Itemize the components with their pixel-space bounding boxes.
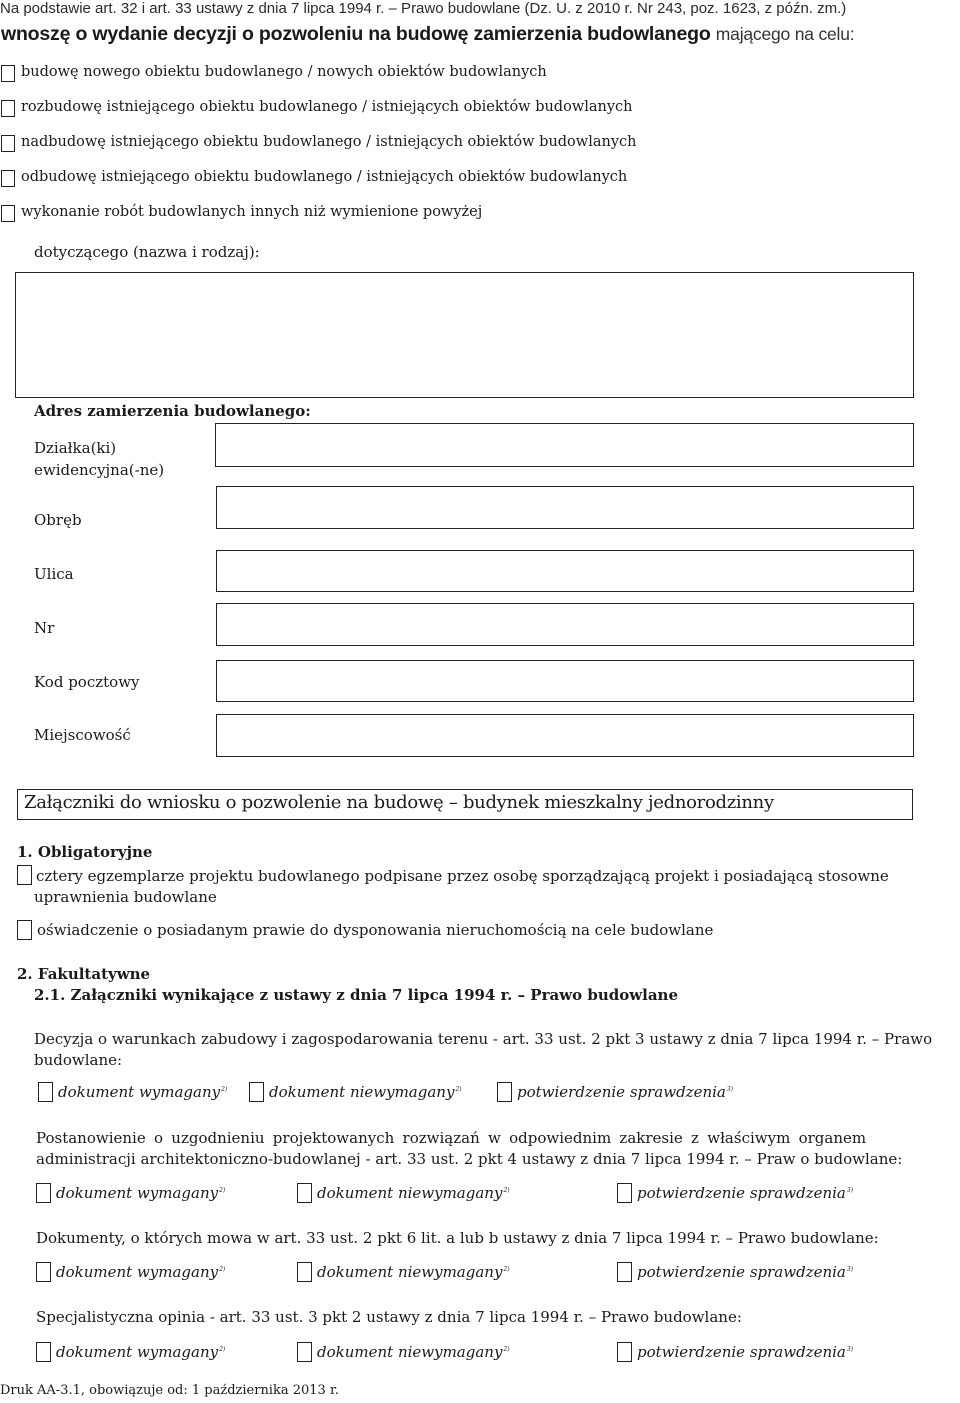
purpose-reconstruction-label: odbudowę istniejącego obiektu budowlanego / istniejących obiektów budowlanych: [21, 169, 628, 185]
parcel-label: [34, 437, 164, 481]
item3-not-required-footnote: 2): [503, 1266, 510, 1273]
item3-required-footnote: 2): [219, 1266, 226, 1273]
number-input[interactable]: [216, 603, 914, 646]
item1-not-required-text: dokument niewymagany: [269, 1083, 455, 1101]
item-development-conditions-line1: Decyzja o warunkach zabudowy i zagospodarowania terenu - art. 33 ust. 2 pkt 3 ustawy z dnia 7 lipca 1994 r. – Prawo: [34, 1030, 933, 1048]
concerning-label: dotyczącego (nazwa i rodzaj):: [34, 243, 260, 261]
item3-required-text: dokument wymagany: [56, 1263, 219, 1281]
item1-not-required-checkbox[interactable]: [249, 1082, 264, 1102]
purpose-extension-checkbox[interactable]: [1, 100, 15, 117]
request-heading-tail: mającego na celu:: [715, 24, 855, 44]
item3-verification-checkbox[interactable]: [617, 1262, 632, 1282]
form-code-footer: Druk AA-3.1, obowiązuje od: 1 października 2013 r.: [0, 1383, 339, 1398]
item2-required-label: [56, 1184, 225, 1202]
item1-verification-text: potwierdzenie sprawdzenia: [517, 1083, 726, 1101]
item2-required-footnote: 2): [219, 1187, 226, 1194]
city-label: Miejscowość: [34, 726, 131, 744]
mandatory-project-line1: cztery egzemplarze projektu budowlanego podpisane przez osobę sporządzającą projekt i posiadającą stosowne: [36, 867, 889, 885]
street-input[interactable]: [216, 550, 914, 592]
item4-verification-footnote: 3): [846, 1346, 854, 1353]
item4-required-text: dokument wymagany: [56, 1343, 219, 1361]
purpose-superstructure-checkbox[interactable]: [1, 135, 15, 152]
item3-required-checkbox[interactable]: [36, 1262, 51, 1282]
number-label: Nr: [34, 619, 55, 637]
item4-required-footnote: 2): [219, 1346, 226, 1353]
item2-not-required-text: dokument niewymagany: [317, 1184, 503, 1202]
item3-not-required-checkbox[interactable]: [297, 1262, 312, 1282]
optional-heading: 2. Fakultatywne: [17, 965, 151, 983]
mandatory-property-right-label: oświadczenie o posiadanym prawie do dysponowania nieruchomością na cele budowlane: [37, 921, 714, 939]
optional-subheading: 2.1. Załączniki wynikające z ustawy z dnia 7 lipca 1994 r. – Prawo budowlane: [34, 986, 679, 1004]
item-design-agreement-text: [36, 1128, 902, 1170]
request-heading-bold: wnoszę o wydanie decyzji o pozwoleniu na budowę zamierzenia budowlanego: [1, 23, 711, 45]
item2-not-required-footnote: 2): [503, 1187, 510, 1194]
item4-required-label: [56, 1343, 225, 1361]
mandatory-project-checkbox[interactable]: [17, 865, 32, 885]
item1-verification-checkbox[interactable]: [497, 1082, 512, 1102]
precinct-label: Obręb: [34, 511, 82, 529]
attachments-title: Załączniki do wniosku o pozwolenie na budowę – budynek mieszkalny jednorodzinny: [24, 792, 774, 813]
item1-not-required-label: [269, 1083, 462, 1101]
item1-required-checkbox[interactable]: [38, 1082, 53, 1102]
purpose-new-checkbox[interactable]: [1, 65, 15, 82]
postal-code-input[interactable]: [216, 660, 914, 702]
purpose-superstructure-label: nadbudowę istniejącego obiektu budowlanego / istniejących obiektów budowlanych: [21, 134, 637, 150]
item3-not-required-text: dokument niewymagany: [317, 1263, 503, 1281]
street-label: Ulica: [34, 565, 74, 583]
item-expert-opinion-text: Specjalistyczna opinia - art. 33 ust. 3 pkt 2 ustawy z dnia 7 lipca 1994 r. – Prawo budowlane:: [36, 1308, 742, 1326]
purpose-new-label: budowę nowego obiektu budowlanego / nowych obiektów budowlanych: [21, 64, 547, 80]
purpose-reconstruction-checkbox[interactable]: [1, 170, 15, 187]
item2-verification-footnote: 3): [846, 1187, 854, 1194]
item2-not-required-checkbox[interactable]: [297, 1183, 312, 1203]
item3-not-required-label: [317, 1263, 510, 1281]
item-design-agreement-line1: Postanowienie o uzgodnieniu projektowanych rozwiązań w odpowiednim zakresie z właściwym organem: [36, 1129, 867, 1147]
mandatory-project-label: [36, 866, 889, 908]
mandatory-project-line2: uprawnienia budowlane: [34, 888, 217, 906]
parcel-input[interactable]: [215, 423, 914, 467]
item1-required-footnote: 2): [221, 1086, 228, 1093]
mandatory-property-right-checkbox[interactable]: [17, 920, 32, 940]
postal-code-label: Kod pocztowy: [34, 673, 140, 691]
item4-not-required-label: [317, 1343, 510, 1361]
item2-required-checkbox[interactable]: [36, 1183, 51, 1203]
item2-verification-checkbox[interactable]: [617, 1183, 632, 1203]
precinct-input[interactable]: [216, 486, 914, 529]
item4-not-required-text: dokument niewymagany: [317, 1343, 503, 1361]
item3-verification-footnote: 3): [846, 1266, 854, 1273]
item1-verification-footnote: 3): [726, 1086, 734, 1093]
mandatory-heading: 1. Obligatoryjne: [17, 843, 153, 861]
item2-required-text: dokument wymagany: [56, 1184, 219, 1202]
item4-not-required-checkbox[interactable]: [297, 1342, 312, 1362]
concerning-textarea[interactable]: [15, 272, 914, 398]
item1-required-label: [58, 1083, 227, 1101]
item-development-conditions-text: [34, 1029, 932, 1071]
item3-verification-text: potwierdzenie sprawdzenia: [637, 1263, 846, 1281]
parcel-label-line1: Działka(ki): [34, 439, 117, 457]
item-development-conditions-line2: budowlane:: [34, 1051, 123, 1069]
item2-verification-label: [637, 1184, 853, 1202]
item3-required-label: [56, 1263, 225, 1281]
item4-verification-text: potwierdzenie sprawdzenia: [637, 1343, 846, 1361]
item1-not-required-footnote: 2): [455, 1086, 462, 1093]
purpose-other-works-checkbox[interactable]: [1, 205, 15, 222]
item4-verification-label: [637, 1343, 853, 1361]
item1-verification-label: [517, 1083, 733, 1101]
item2-not-required-label: [317, 1184, 510, 1202]
purpose-other-works-label: wykonanie robót budowlanych innych niż wymienione powyżej: [21, 204, 483, 220]
purpose-extension-label: rozbudowę istniejącego obiektu budowlanego / istniejących obiektów budowlanych: [21, 99, 633, 115]
request-heading: [1, 23, 854, 46]
item-documents-text: Dokumenty, o których mowa w art. 33 ust. 2 pkt 6 lit. a lub b ustawy z dnia 7 lipca 1994 r. – Prawo budowlane:: [36, 1229, 879, 1247]
parcel-label-line2: ewidencyjna(-ne): [34, 461, 165, 479]
item4-not-required-footnote: 2): [503, 1346, 510, 1353]
item1-required-text: dokument wymagany: [58, 1083, 221, 1101]
item2-verification-text: potwierdzenie sprawdzenia: [637, 1184, 846, 1202]
item4-verification-checkbox[interactable]: [617, 1342, 632, 1362]
item4-required-checkbox[interactable]: [36, 1342, 51, 1362]
city-input[interactable]: [216, 714, 914, 757]
item3-verification-label: [637, 1263, 853, 1281]
item-design-agreement-line2: administracji architektoniczno-budowlanej - art. 33 ust. 2 pkt 4 ustawy z dnia 7 lipca 1994 r. – Praw o budowlane:: [36, 1150, 903, 1168]
address-title: Adres zamierzenia budowlanego:: [34, 402, 311, 420]
legal-basis: Na podstawie art. 32 i art. 33 ustawy z dnia 7 lipca 1994 r. – Prawo budowlane (Dz. U. z 2010 r. Nr 243, poz. 1623, z późn. zm.): [0, 0, 847, 17]
